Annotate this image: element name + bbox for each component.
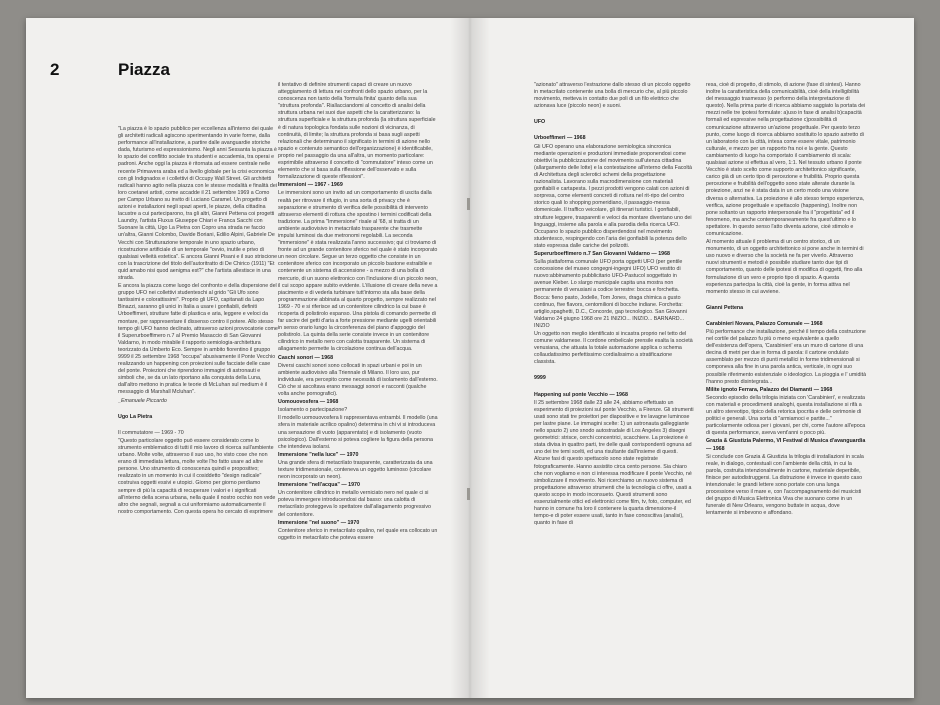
staple <box>467 488 470 500</box>
section-heading: Gianni Pettena <box>706 304 744 311</box>
body-paragraph: Le immersioni sono un invito ad un comportamento di uscita dalla realtà per ritrovare il rifugio, in una sorta di privacy che è separazione e strumento di verifica delle possibilità di intervento attraverso elementi di rottura che spostino i termini codificati della tradizione. La prima "Immersione" risale al '68, si tratta di un ambiente audiovisivo in metacrilato trasparente che trasmette impulsi luminosi da due metronomi regolabili. La seconda "immersione" è stata realizzata l'anno successivo; qui ci troviamo di fronte ad un grande contenitore sferico nel quale è stato incorporato un neon circolare. Segue un terzo oggetto che consiste in un contenitore sferico con incorporato un piccolo bastone estraibile e contenente un sistema di accensione - a mezzo di una bolla di mercurio, di un suono elettronico con l'inclusione di un piccolo neon, il cui scopo appare subito evidente. L'illusione di creare della neve a piacimento e di vederla turbinare tutt'intorno sta alla base della programmazione abbinata al quarto progetto, sempre realizzato nel 1969 - 70 e si riferisce ad un contenitore cilindrico la cui base è ricoperta di polistirolo espanso. Una pistola di comando permette di far uscire dei getti d'aria a forte pressione mediante ugelli orientabili in senso orario lungo la circonferenza del piano d'appoggio del polistirolo. La quinta della serie consiste invece in un contenitore cilindrico in metallo nero con calotta trasparente. Un sistema di allagamento permette la circolazione continua dell'acqua. <box>278 190 438 353</box>
body-paragraph: Sulla piattaforma comunale UFO porta oggetti UFO (per gentile concessione del museo congegni-ingegni UFO) UFO vestito di nuovo:abbinamento pubblicitario UFO-Pastucol soggettato in avenue Kleber. Lo slargo municipale capita una mostra non permanente di venusiani a codice terrestre: bocca e forchetta. Bocca: fieno pasto, Jodelle, Tom Jones, draga chimica a gusto continuo, five flavors, centomilioni di bocche indiane. Forchetta: artiglio,spaghetti, D.C., Concorde, gap tecnologico. San Giovanni Valdarno 24 giugno 1968 ore 21 INIZIO... INIZIO... BARNARD... INIZIO <box>534 259 687 329</box>
section-heading: Immersione "nella luce" — 1970 <box>278 451 359 458</box>
page-number: 2 <box>50 60 60 79</box>
section-heading: Happening sul ponte Vecchio — 1968 <box>534 391 628 398</box>
text-column-3 <box>534 82 694 692</box>
body-paragraph: Al momento attuale il problema di un centro storico, di un monumento, di un oggetto architettonico si pone anche in termini di uso nuovo e diverso che la società ne fa per viverlo. Attraverso nuovi strumenti e metodi è possibile studiare tanto due tipi di comportamento, quanto delle ipotesi di modifica di oggetti, fino alla formulazione di un vero e proprio tipo di spazio. A questa esperienza partecipa la città, cioè la gente, in forma attiva nel momento stesso in cui avviene. <box>706 239 864 295</box>
body-paragraph: Si conclude con Grazia & Giustizia la trilogia di installazioni in scala reale, in dialogo, contestuali con l'ambiente della città, in cui la parola, costruita intenzionalmente in cartone, materiale deperibile, finisce per autodistruggersi. La distruzione è invece in questo caso intenzionale: le grandi lettere sono portate con una lunga processione verso il mare e, con l'accompagnamento dei musicisti del gruppo di Musica Elettronica Viva che suonano come in un funerale di New Orleans, vengono buttate in acqua, dove lentamente si imbevono e affondano. <box>706 453 864 517</box>
section-heading: Grazia & Giustizia Palermo, VI Festival di Musica d'avanguardia — 1968 <box>706 438 866 452</box>
section-heading: Superurboeffimero n.7 San Giovanni Valdarno — 1968 <box>534 250 670 257</box>
section-heading: Immersioni — 1967 - 1969 <box>278 182 343 189</box>
text-column-2 <box>278 82 438 692</box>
body-paragraph: Un oggetto non meglio identificato si incastra proprio nel tetto del comune valdarnese. Il cordone ombelicale prensile esalta la società venusiana, che attuata la totale automazione applica o schema collaudatissimo perfettissimo cordialissimo a stratificazione classista. <box>534 331 693 366</box>
body-paragraph: Contenitore sferico in metacrilato opalino, nel quale era collocato un oggetto in metacrilato che poteva essere <box>278 527 438 541</box>
section-heading: 9999 <box>534 375 546 382</box>
body-paragraph: Più performance che installazione, perché il tempo della costruzione nel cortile del palazzo fu più o meno equivalente a quello dell'esistenza dell'opera, 'Carabinieri' era un muro di cartone di una decina di metri per due in forma di parola: il cartone ondulato assemblato per mezzo di punti metallici in forme tridimensionali si componeva alla fine in una parola antica, verticale, in ogni suo possibile riferimento esistenziale o ideologico. La pioggia e l' umidità l'hanno presto disintegrata... <box>706 329 866 385</box>
section-heading: Immersione "nel suono" — 1970 <box>278 519 360 526</box>
spacer <box>706 313 866 320</box>
spacer <box>534 367 694 374</box>
body-paragraph: E ancora la piazza come luogo del confronto e della dispersione del gruppo UFO nei collettivi studenteschi al grido "Gli Ufo sono tantissimi e colorattissimi". Proprio gli UFO, capitanati da Lapo Binazzi, saranno gli unici in Italia a usare i gonfiabili, definiti Urboeffimeri, strutture fatte di plastica e aria, leggere e veloci da montare, per rappresentare il dissenso contro il potere. Allo stesso tempo gli UFO hanno declinato, attraverso azioni provocatorie come il Superurboeffimero n.7 al Premio Masaccio di San Giovanni Valdarno, in modo mirabile il rapporto semiologia-architettura teorizzato da Umberto Eco. Sempre in ambito fiorentino il gruppo 9999 il 25 settembre 1968 "occupa" abusivamente il Ponte Vecchio realizzando un happening con proiezioni sulle facciate delle case del ponte. Proiezioni che riprendono immagini di astronauti e simboli che, se da un lato riportano alla conquista della Luna, dall'altro mettono in pratica le teorie di McLuhan sul medium è il messaggio di Marshall Mcluhan". <box>118 283 278 396</box>
author-signature: _Emanuele Piccardo <box>118 397 167 404</box>
staple <box>467 198 470 210</box>
section-heading: Urboeffimeri — 1968 <box>534 135 586 142</box>
spacer <box>118 422 278 429</box>
spacer <box>534 111 694 118</box>
body-paragraph: "La piazza è lo spazio pubblico per eccellenza all'interno dei quale gli architetti radicali agiscono sperimentando in varie forme, dalla performance all'installazione, a partire dalle avanguardie storiche dada, futurismo ed espressionismo. Negli anni Sessanta la piazza è lo spazio dei conflitto sociale tra studenti e accademia, tra operai e padroni. Anche oggi la piazza è ritornata ad essere centrale nelle recente Primavera araba ed a livello globale per la crisi economica con gli Indignados e i collettivi di Occupy Wall Street. Gli architetti radicali hanno agito nella piazza con le stesse modalità e finalità dei loro coetanei artisti, come accadde il 21 settembre 1969 a Como per Campo Urbano su invito di Luciano Caramel. Un progetto di azioni e installazioni negli spazi aperti, le piazze, della cittadina lacustre a cui parteciparono, tra gli altri, Gianni Pettena coi progetti Laundry, l'artista Fluxus Giuseppe Chiari e Franca Sacchi con Suonare la città, Ugo La Pietra con Copro una strada ne faccio un'altra, Gianni Colombo, Davide Boriani, Edilio Alpini, Gabriele De Vecchi con Strutturazione temporale in uno spazio urbano, ricostruzione artificiale di un temporale "ovvio, inutile e privo di qualsiasi velleità estetica". E ancora Gianni Pisani e il suo striscione con la trascrizione del titolo dell'autoritratto di De Chirico (1911) "Et quid amabo nisi quod aenigma est?" che l'artista allestisce in una strada. <box>118 126 278 281</box>
section-heading: Milite ignoto Ferrara, Palazzo dei Diamanti — 1968 <box>706 386 833 393</box>
section-title: Piazza <box>118 60 170 79</box>
body-paragraph: Isolamento o partecipazione? <box>278 407 348 414</box>
section-heading: Immersione "nell'acqua" — 1970 <box>278 482 360 489</box>
body-paragraph: Diversi caschi sonori sono collocati in spazi urbani e poi in un ambiente audiovisivo alla Triennale di Milano. Il loro uso, pur individuale, era percepito come necessità di isolamento dall'esterno. Ciò che si ascoltava erano messaggi sonori e racconti (qualche volta anche pornografici). <box>278 362 438 398</box>
body-paragraph: Una grande sfera di metacrilato trasparente, caratterizzata da una texture tridimensionale, conteneva un oggetto luminoso (circolare neon incorporato un neon). <box>278 459 433 481</box>
body-paragraph: Secondo episodio della trilogia iniziata con 'Carabinieri', e realizzata con materiali e procedimenti analoghi, questa installazione si rifà a un altro stereotipo, tipico della retorica ipocrita e delle cerimonie di politici e generali. Una sorta di "armiamoci e partite..." particolarmente odiosa per i giovani, per chi, come l'autore all'epoca di questa performance, aveva vent'anni o poco più. <box>706 394 866 437</box>
magazine-spread <box>26 18 914 698</box>
page-gutter <box>450 18 490 698</box>
body-paragraph: Il commutatore — 1969 - 70 <box>118 429 184 436</box>
section-heading: UFO <box>534 119 546 126</box>
body-paragraph: Il 25 settembre 1968 dalle 23 alle 24, abbiamo effettuato un esperimento di proiezioni sul ponte Vecchio, a Firenze. Gli strumenti usati sono stati tre proiettori per diapositive e tre lavagne luminose per lastre piane. Le immagini scelte: 1) un astronauta galleggiante nello spazio 2) uno snodo autostradale di Los Angeles 3) disegni geometrici: strisce, cerchi concentrici, scacchiere. La proiezione è stata divisa in quattro parti, tre delle quali corrispondenti ognuna ad uno dei tre temi scelti, ed una risultante dall'insieme di questi. Alcune fasi di questo spettacolo sono state registrate fotograficamente. Hanno assistito circa cento persone. Sia chiaro che non vogliamo e non ci interessa modificare il ponte Vecchio, né simbolizzare il movimento. Noi ricerchiamo un nuovo sistema di progettazione attraverso strumenti che la tecnologia ci offre, usati a questo scopo in modo inconsueto. Questi strumenti sono essenzialmente ottici ed elettronici come film, tv, foto, computer, ed hanno in comune fra loro il contenere la quarta dimensione-il tempo-e di poter essere usati, tanto in fase conoscitiva (analisi), quanto in fase di <box>534 399 694 527</box>
body-paragraph: Gli UFO operano una elaborazione semiologica sincronica mediante operazioni e produzioni immediate proponendosi come obiettivi la pubblicizzazione del movimento sull'utenza cittadina (allargamento delle lotte) e la contestazione all'interno della Facoltà di Architettura degli sclerotici schemi della progettazione razionalista. Lavorano sulla macrodimensione con materiali gonfiabili e cartapesta. I pezzi prodotti vengono calati con azioni di sorpresa, come elementi concreti di rottura nel rit-ripo del centro storico quali lo shopping pomeridiano, il passaggio-messa domenicale. Il traffico veicolare, gli itinerari turistici. I gonfiabili, strutture leggere, trasparenti e veloci da montare diventano uno dei linguaggi, insieme alla parola e alla parodia della ricerca UFO. Occupano lo spazio pubblico disperdendosi nel movimento studentesco, respingendo con l'aria dei gonfiabili la potenza dello stato espressa dalle cariche dei polizotti. <box>534 143 692 249</box>
spacer <box>534 127 694 134</box>
spacer <box>706 297 866 304</box>
spacer <box>534 384 694 391</box>
text-column-1 <box>118 126 278 691</box>
body-paragraph: "Questo particolare oggetto può essere considerato come lo strumento emblematico di tutti il mio lavoro di ricerca sull'ambiente urbano. Molte volte, attraverso il suo uso, ho visto cose che non erano di immediata lettura, molte volte l'ho fatto usare ad altre persone. Uno strumento di conoscenza quindi e propositivo; realizzato in un momento in cui il cosiddetto "design radicale" costruiva oggetti essivi e utopici. Giorno per giorno perdiamo sempre di più la capacità di recuperare i valori e i significati all'interno della scena urbana, nella quale il nostro occhio non vede altro che segnali, segnali a cui uniformiamo automaticamente il nostro comportamento. Con questa opera ho cercato di esprimere <box>118 437 276 515</box>
text-column-4 <box>706 82 866 692</box>
section-heading: Caschi sonori — 1968 <box>278 354 334 361</box>
section-heading: Ugo La Pietra <box>118 413 153 420</box>
section-heading: Uomouovosfera — 1968 <box>278 399 339 406</box>
body-paragraph: resa, cioè di progetto, di stimolo, di azione (fase di sintesi). Hanno inoltre la caratteristica della comunicabilità, cioè della intelligibilità del messaggio trasmesso (o performo della interpretazione di questo). Nella prima parte di ricerca abbiamo saggiato la portata dei mezzi nelle tre ipotesi formulate: a)uso in fase di analisi b)capacità formali ed espressive nella progettazione c)possibilità di comunicazione attraverso un'azione progettuale. Per questo terzo punto, come luogo di ricerca abbiamo sostituito lo spazio astretto di un laboratorio con la città, intesa come essere vitale, patrimonio culturale, e mezzo per un rapporto fra noi e la gente. Questo cambiamento di luogo ha comportato il cambiamento di scala: qualsiasi azione si effettua al vero, 1:1. Nel tessuto urbano il ponte Vecchio è stato scelto come supporto architettonico significante, carico già di un certo tipo di percezione e fruibilità. Proprio questa percezione e fruibilità dell'oggetto sono state alterate durante la proiezione, anzi ne è stata data in un certo modo una visione diversa o alternativa. La proiezione è allo stesso tempo esperienza, verifica, azione progettuale e spettacolo (happening). Inoltre non pone soltanto un rapporto interpersonale fra il "progettista" ed il fenomeno, ma anche contemporaneamente fra quest'ultimo e lo spettatore. In questo senso l'atto diventa azione, cioè stimolo e comunicazione. <box>706 82 866 237</box>
section-heading: Carabinieri Novara, Palazzo Comunale — 1968 <box>706 320 823 327</box>
body-paragraph: il tentativo di definire strumenti capaci di creare un nuovo atteggiamento di lettura nei confronti dello spazio urbano, per la conoscenza non tanto della 'formula finita' quanto della sua "struttura profonda". Riallacciandomi al concetto di analisi della struttura urbana nei suoi due aspetti che la caratterizzano: la struttura superficiale e la struttura profonda (la struttura superficiale è di natura topologica fondata sulle nozioni di vicinanza, di continuità, di limite; la struttura profonda si basa sugli aspetti relazionali che determinano il significato in termini di azione nello spazio e contenuto semantico dell'organizzazione) è identificabile, proprio nel passaggio da una all'altra, un momento particolare: esprimibile attraverso il concetto di "commutatore" inteso come un elemento che si basa sulla riflessione dell'osservato e sulla formalizzazione di queste riflessioni". <box>278 82 436 181</box>
body-paragraph: Il modello uomouovosfera li rappresentava entrambi. Il modello (una sfera in materiale acrilico opalino) determina in chi vi si introduceva una sensazione di vuoto (apparentato) e di isolamento (vuoto psicologico). Dall'esterno si poteva cogliere la figura della persona che intendeva isolarsi. <box>278 415 438 450</box>
body-paragraph: "azionato" attraverso l'estrazione dallo stesso di un piccolo oggetto in metacrilato contenente una bolla di mercurio che, al più piccolo movimento, metteva in contatto due poli di un filo elettrico che azionava luce (piccolo neon) e suoni. <box>534 82 691 110</box>
body-paragraph: Un contenitore cilindrico in metallo verniciato nero nel quale ci si poteva immergere introducendosi dal basso: una calotta di metacrilato proteggeva lo spettatore dall'allagamento progressivo del contenitore. <box>278 490 431 518</box>
spacer <box>118 406 278 413</box>
